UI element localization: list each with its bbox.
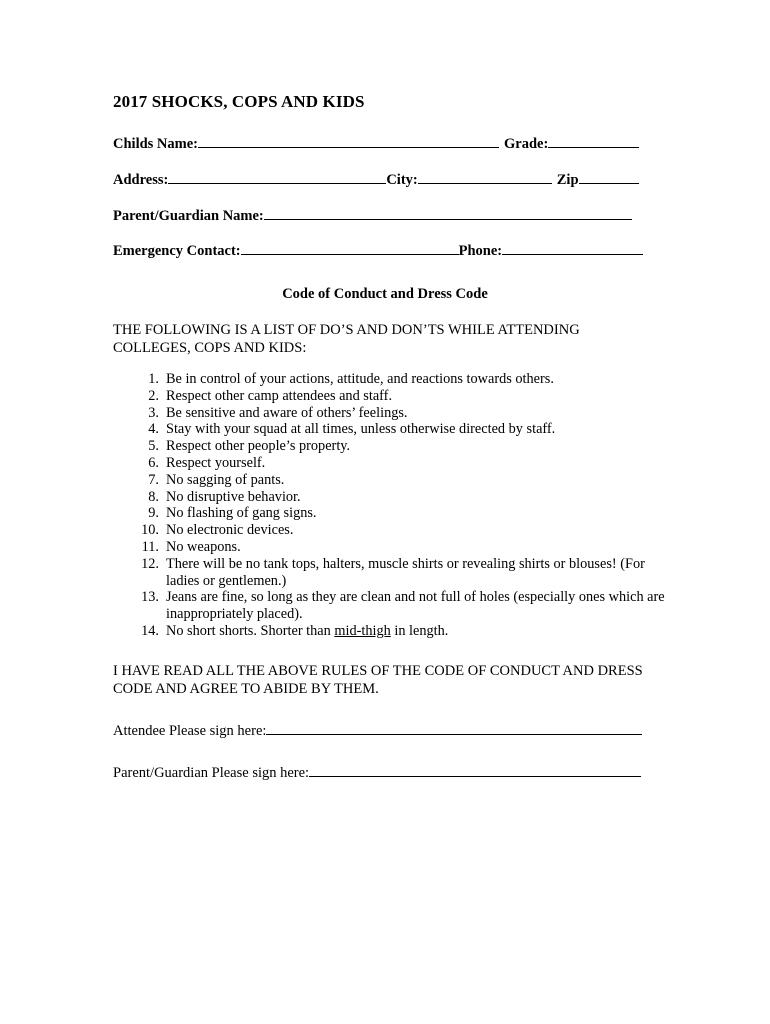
emergency-contact-field[interactable] [241, 240, 459, 255]
parent-signature-row [113, 762, 641, 782]
list-item [113, 589, 673, 623]
city-field[interactable] [418, 169, 552, 184]
childs-name-row [113, 133, 639, 153]
list-item [113, 489, 673, 506]
childs-name-label: Childs Name: [113, 136, 198, 152]
agreement-text: I HAVE READ ALL THE ABOVE RULES OF THE CODE OF CONDUCT AND DRESS CODE AND AGREE TO ABIDE BY THEM. [113, 663, 643, 697]
rule-text: Stay with your squad at all times, unless otherwise directed by staff. [166, 421, 556, 438]
phone-field[interactable] [502, 240, 643, 255]
rules-list [113, 371, 673, 640]
intro-text: THE FOLLOWING IS A LIST OF DO’S AND DON’TS WHILE ATTENDING COLLEGES, COPS AND KIDS: [113, 322, 580, 356]
rule-text: Jeans are fine, so long as they are clean and not full of holes (especially ones which are inappropriately placed). [166, 589, 665, 623]
list-item [113, 623, 673, 640]
emergency-contact-row [113, 240, 643, 260]
rule-text-underlined: mid-thigh [334, 622, 391, 639]
city-label: City: [386, 172, 418, 188]
parent-guardian-row [113, 205, 632, 225]
list-item [113, 472, 673, 489]
list-item [113, 455, 673, 472]
parent-guardian-field[interactable] [264, 205, 632, 220]
attendee-signature-label: Attendee Please sign here: [113, 723, 267, 739]
rule-number: 9. [148, 505, 159, 522]
rule-text-part: No short shorts. Shorter than [166, 622, 335, 639]
rule-text-part: in length. [390, 622, 449, 639]
rule-number: 7. [148, 471, 159, 488]
list-item [113, 522, 673, 539]
list-item [113, 505, 673, 522]
address-label: Address: [113, 172, 169, 188]
attendee-signature-field[interactable] [266, 720, 642, 735]
rule-number: 6. [148, 454, 159, 471]
address-field[interactable] [168, 169, 386, 184]
grade-label: Grade: [504, 136, 549, 152]
parent-guardian-label: Parent/Guardian Name: [113, 208, 264, 224]
rule-number: 12. [141, 555, 159, 572]
rule-number: 1. [148, 371, 159, 387]
rule-text: Respect other camp attendees and staff. [166, 387, 393, 404]
rule-text: No electronic devices. [166, 522, 294, 539]
rule-number: 4. [148, 421, 159, 438]
rule-text: No flashing of gang signs. [166, 505, 317, 522]
list-item [113, 556, 673, 590]
emergency-contact-label: Emergency Contact: [113, 243, 241, 259]
rule-text: Be sensitive and aware of others’ feelings. [166, 404, 408, 421]
rule-text: No sagging of pants. [166, 471, 285, 488]
parent-signature-field[interactable] [309, 762, 641, 777]
rule-number: 11. [141, 538, 159, 555]
rule-text: Be in control of your actions, attitude, and reactions towards others. [166, 371, 554, 387]
rule-number: 10. [141, 522, 159, 539]
rule-number: 13. [141, 589, 159, 606]
rule-number: 3. [148, 404, 159, 421]
address-row [113, 169, 639, 189]
rule-text: Respect other people’s property. [166, 438, 351, 455]
rule-text: Respect yourself. [166, 454, 266, 471]
grade-field[interactable] [548, 133, 639, 148]
list-item [113, 438, 673, 455]
section-heading: Code of Conduct and Dress Code [282, 286, 488, 302]
attendee-signature-row [113, 720, 642, 740]
rule-text: No weapons. [166, 538, 241, 555]
zip-field[interactable] [579, 169, 639, 184]
rule-text [166, 623, 673, 640]
rule-number: 8. [148, 488, 159, 505]
list-item [113, 405, 673, 422]
form-title: 2017 SHOCKS, COPS AND KIDS [113, 92, 365, 111]
list-item [113, 421, 673, 438]
parent-signature-label: Parent/Guardian Please sign here: [113, 765, 310, 781]
rule-text: No disruptive behavior. [166, 488, 301, 505]
list-item [113, 388, 673, 405]
list-item [113, 371, 673, 388]
list-item [113, 539, 673, 556]
rule-number: 5. [148, 438, 159, 455]
childs-name-field[interactable] [198, 133, 499, 148]
rule-number: 14. [141, 622, 159, 639]
rule-text: There will be no tank tops, halters, muscle shirts or revealing shirts or blouses! (For ladies or gentlemen.) [166, 555, 645, 589]
phone-label: Phone: [458, 243, 503, 259]
rule-number: 2. [148, 387, 159, 404]
zip-label: Zip [556, 172, 579, 188]
